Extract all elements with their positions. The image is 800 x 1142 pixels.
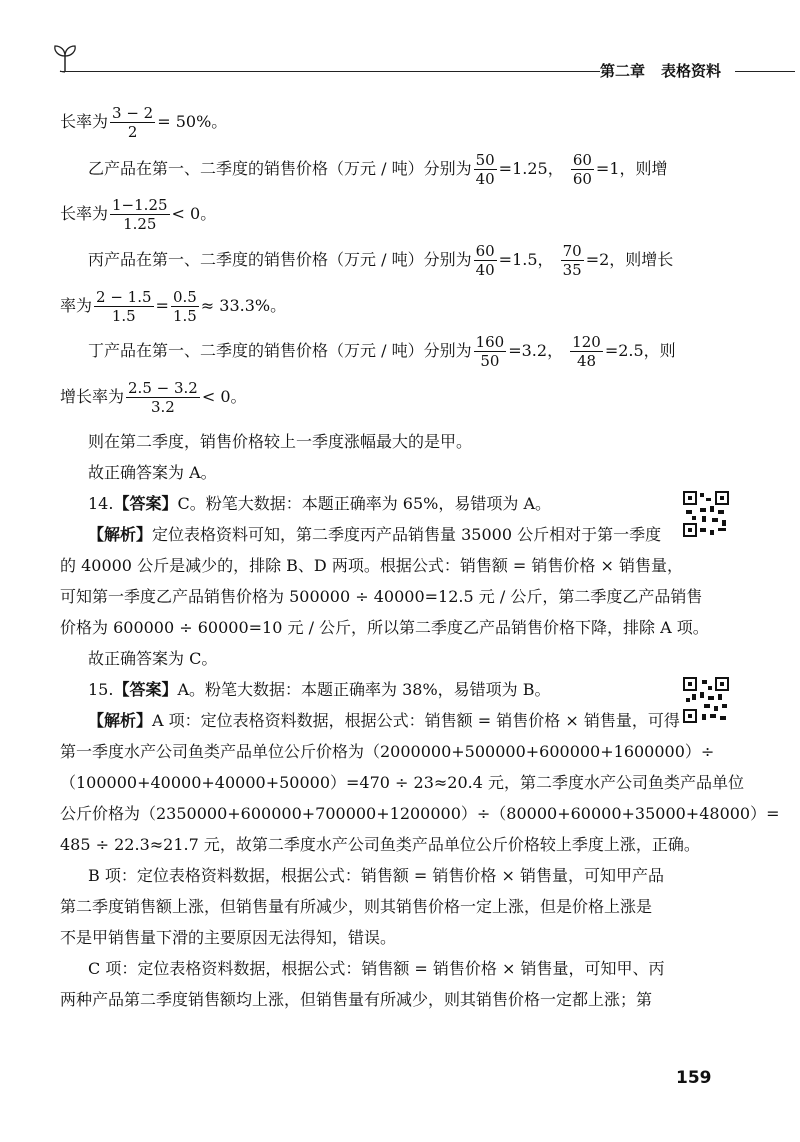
text-line: 乙产品在第一、二季度的销售价格（万元 / 吨）分别为 $\frac{50}{40}$ =1.25， $\frac{60}{60}$ =1，则增 bbox=[88, 151, 668, 188]
header-rule-right bbox=[735, 71, 795, 72]
text-line: 故正确答案为 C。 bbox=[88, 649, 218, 668]
text-line: 两种产品第二季度销售额均上涨，但销售量有所减少，则其销售价格一定都上涨；第 bbox=[60, 990, 653, 1009]
fraction: $\frac{60}{60}$ bbox=[572, 151, 592, 188]
fraction: $\frac{60}{40}$ bbox=[475, 242, 495, 279]
text-line: 不是甲销售量下滑的主要原因无法得知，错误。 bbox=[60, 928, 397, 947]
text-line: 公斤价格为（2350000+600000+700000+1200000）÷（80000+60000+35000+48000）= bbox=[60, 804, 780, 823]
fraction: $\frac{2.5 - 3.2}{3.2}$ bbox=[128, 379, 198, 416]
text-line: 丁产品在第一、二季度的销售价格（万元 / 吨）分别为 $\frac{160}{50}$ =3.2， $\frac{120}{48}$ =2.5，则 bbox=[88, 333, 676, 370]
text-line: 可知第一季度乙产品销售价格为 500000 ÷ 40000=12.5 元 / 公斤，第二季度乙产品销售 bbox=[60, 587, 703, 606]
fraction: $\frac{2 - 1.5}{1.5}$ bbox=[96, 288, 152, 325]
answer-line: 15.【答案】A。粉笔大数据：本题正确率为 38%，易错项为 B。 bbox=[88, 680, 551, 699]
text-line: 长率为 $\frac{1-1.25}{1.25}$ < 0。 bbox=[60, 196, 217, 233]
text-line: 的 40000 公斤是减少的，排除 B、D 两项。根据公式：销售额 = 销售价格 × 销售量， bbox=[60, 556, 683, 575]
text-line: 丙产品在第一、二季度的销售价格（万元 / 吨）分别为 $\frac{60}{40}$ =1.5， $\frac{70}{35}$ =2，则增长 bbox=[88, 242, 674, 279]
running-header bbox=[600, 60, 737, 81]
text-line: 故正确答案为 A。 bbox=[88, 463, 217, 482]
answer-tag: 【答案】 bbox=[113, 494, 178, 513]
fraction: $\frac{1-1.25}{1.25}$ bbox=[112, 196, 168, 233]
fraction: $\frac{120}{48}$ bbox=[572, 333, 601, 370]
text-line: 第一季度水产公司鱼类产品单位公斤价格为（2000000+500000+600000+1600000）÷ bbox=[60, 742, 715, 761]
analysis-tag: 【解析】 bbox=[88, 711, 153, 730]
answer-tag: 【答案】 bbox=[113, 680, 178, 699]
text-line: 增长率为 $\frac{2.5 - 3.2}{3.2}$ < 0。 bbox=[60, 379, 247, 416]
text-line: 价格为 600000 ÷ 60000=10 元 / 公斤，所以第二季度乙产品销售价格下降，排除 A 项。 bbox=[60, 618, 709, 637]
chapter-label: 第二章 bbox=[600, 62, 646, 80]
page-number: 159 bbox=[676, 1068, 712, 1088]
analysis-tag: 【解析】 bbox=[88, 525, 153, 544]
text-line: 长率为 $\frac{3 - 2}{2}$ = 50%。 bbox=[60, 104, 228, 141]
section-label: 表格资料 bbox=[661, 62, 722, 80]
text-line: 则在第二季度，销售价格较上一季度涨幅最大的是甲。 bbox=[88, 432, 473, 451]
fraction: $\frac{70}{35}$ bbox=[562, 242, 582, 279]
fraction: $\frac{50}{40}$ bbox=[475, 151, 495, 188]
analysis-line: 【解析】定位表格资料可知，第二季度丙产品销售量 35000 公斤相对于第一季度 bbox=[88, 525, 662, 544]
sprout-logo-icon bbox=[52, 42, 78, 74]
fraction: $\frac{160}{50}$ bbox=[475, 333, 505, 370]
text-line: （100000+40000+40000+50000）=470 ÷ 23≈20.4 元，第二季度水产公司鱼类产品单位 bbox=[60, 773, 744, 792]
answer-line: 14.【答案】C。粉笔大数据：本题正确率为 65%，易错项为 A。 bbox=[88, 494, 552, 513]
text-line: C 项：定位表格资料数据，根据公式：销售额 = 销售价格 × 销售量，可知甲、丙 bbox=[88, 959, 665, 978]
text-line: 485 ÷ 22.3≈21.7 元，故第二季度水产公司鱼类产品单位公斤价格较上季度上涨，正确。 bbox=[60, 835, 700, 854]
header-rule bbox=[60, 71, 600, 72]
analysis-line: 【解析】A 项：定位表格资料数据，根据公式：销售额 = 销售价格 × 销售量，可得 bbox=[88, 711, 680, 730]
fraction: $\frac{3 - 2}{2}$ bbox=[112, 104, 154, 141]
fraction: $\frac{0.5}{1.5}$ bbox=[172, 288, 197, 325]
text-line: 第二季度销售额上涨，但销售量有所减少，则其销售价格一定上涨，但是价格上涨是 bbox=[60, 897, 653, 916]
text-line: B 项：定位表格资料数据，根据公式：销售额 = 销售价格 × 销售量，可知甲产品 bbox=[88, 866, 665, 885]
text-line: 率为 $\frac{2 - 1.5}{1.5}$ = $\frac{0.5}{1.5}$ ≈ 33.3%。 bbox=[60, 288, 287, 325]
